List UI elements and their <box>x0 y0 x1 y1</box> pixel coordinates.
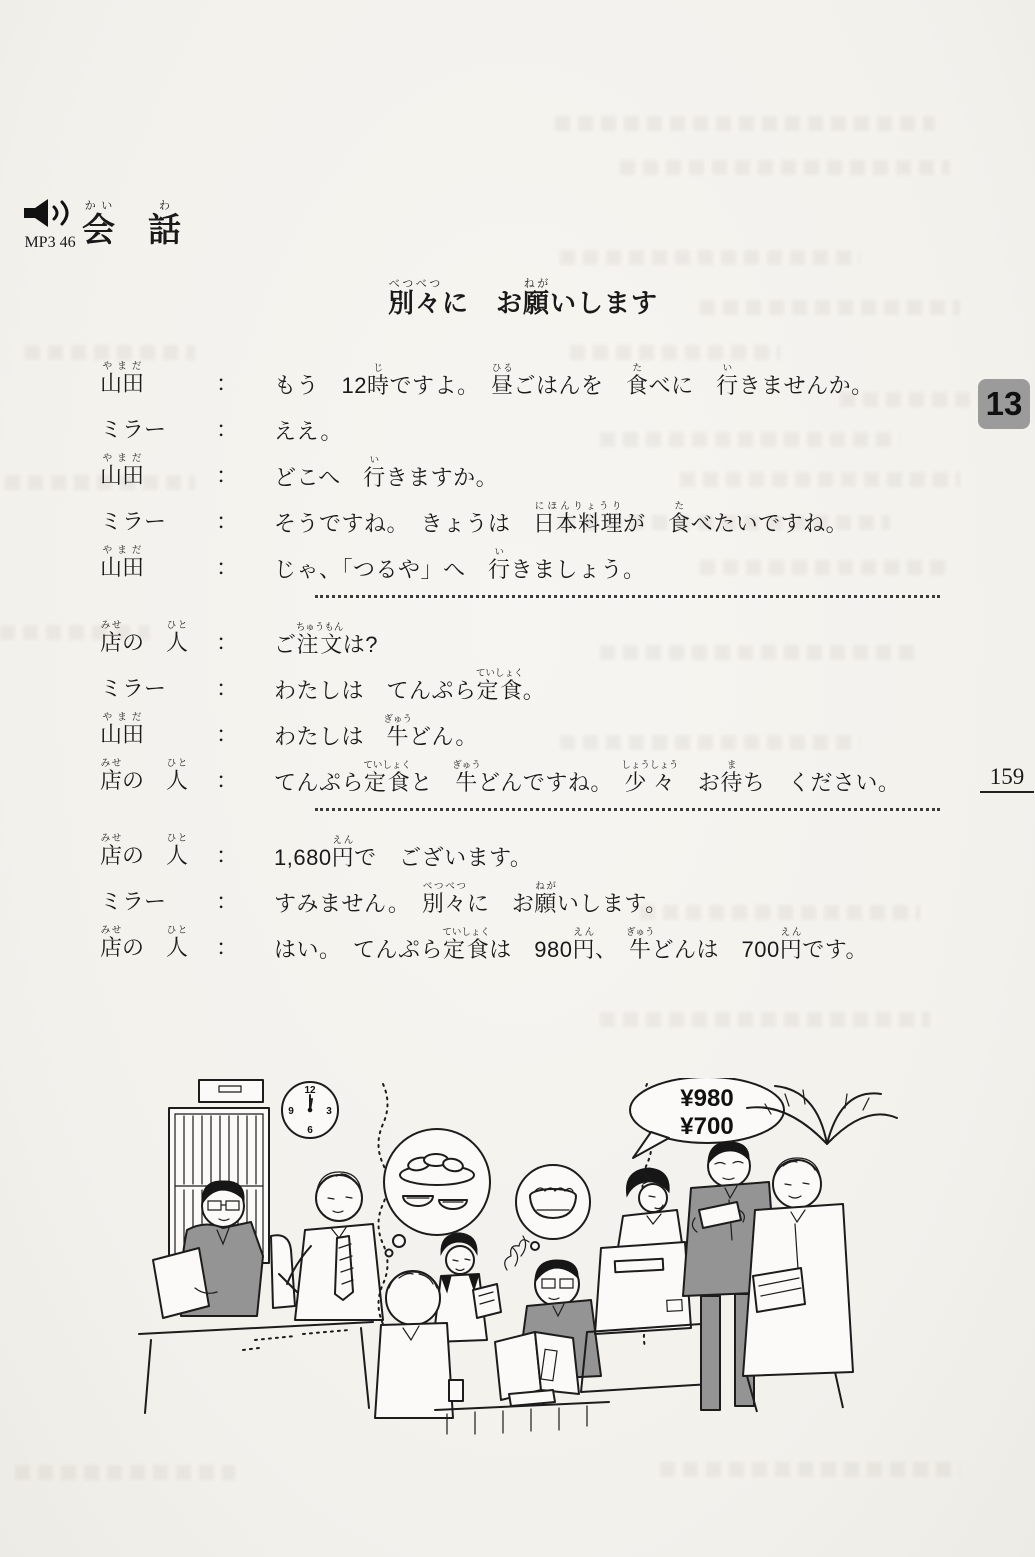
speaker-colon: ： <box>216 889 239 914</box>
speaker-name: 店みせの 人ひと <box>100 833 189 868</box>
bleedthrough-ghost <box>700 300 960 315</box>
wall-clock-icon <box>282 1082 338 1138</box>
dialogue-text: じゃ、「つるや」へ 行いきましょう。 <box>274 546 646 582</box>
tempura-thought-bubble <box>384 1129 490 1257</box>
speaker-colon: ： <box>216 843 239 868</box>
speaker-name: ミラー <box>100 509 167 534</box>
dialogue-line <box>100 354 980 398</box>
dialogue-text: わたしは 牛ぎゅうどん。 <box>274 713 478 749</box>
bleedthrough-ghost <box>555 116 935 131</box>
yamada-figure-restaurant <box>495 1260 601 1400</box>
dialogue-text: 1,680円えんで ございます。 <box>274 834 533 870</box>
illustration <box>135 1078 920 1446</box>
cashier-scene <box>581 1078 897 1412</box>
svg-text:9: 9 <box>288 1106 294 1117</box>
dialogue-line <box>100 613 980 657</box>
dialogue-text: もう 12時じですよ。 昼ひるごはんを 食たべに 行いきませんか。 <box>274 362 874 398</box>
gyudon-thought-bubble <box>516 1165 590 1250</box>
svg-text:12: 12 <box>304 1085 316 1096</box>
dialogue-title: 別々べつべつに お願ねがいします <box>388 278 659 318</box>
speaker-name: 店みせの 人ひと <box>100 758 189 793</box>
price-line-1: ¥980 <box>680 1085 734 1112</box>
dialogue <box>100 354 980 964</box>
speaker-name: 山田やまだ <box>100 453 145 488</box>
speaker-colon: ： <box>216 371 239 396</box>
speaker-colon: ： <box>216 630 239 655</box>
dialogue-line <box>100 400 980 444</box>
dialogue-line <box>100 446 980 490</box>
dialogue-text: ご注文ちゅうもんは? <box>274 621 379 657</box>
price-line-2: ¥700 <box>680 1113 734 1140</box>
speaker-colon: ： <box>216 935 239 960</box>
speaker-name: 山田やまだ <box>100 361 145 396</box>
speaker-name: 店みせの 人ひと <box>100 620 189 655</box>
dialogue-text: ええ。 <box>274 418 343 444</box>
dialogue-line <box>100 492 980 536</box>
dialogue-text: わたしは てんぷら定食ていしょく。 <box>274 667 546 703</box>
dialogue-text: すみません。 別々べつべつに お願ねがいします。 <box>274 880 668 916</box>
section-divider <box>315 808 940 811</box>
price-speech-bubble <box>630 1078 784 1158</box>
table-box <box>509 1390 555 1406</box>
bleedthrough-ghost <box>560 250 860 265</box>
chapter-tab: 13 <box>978 379 1030 429</box>
dialogue-text: てんぷら定食ていしょくと 牛ぎゅうどんですね。 少々しょうしょう お待まち ください。 <box>274 759 901 795</box>
svg-text:6: 6 <box>307 1125 313 1136</box>
speaker-name: 店みせの 人ひと <box>100 925 189 960</box>
speaker-colon: ： <box>216 417 239 442</box>
dialogue-line <box>100 705 980 749</box>
plant-sprig <box>505 1236 529 1270</box>
speaker-name: ミラー <box>100 889 167 914</box>
speaker-icon <box>22 198 78 228</box>
office-scene <box>139 1080 388 1413</box>
bleedthrough-ghost <box>600 1012 930 1027</box>
dialogue-line <box>100 751 980 795</box>
svg-text:3: 3 <box>326 1106 332 1117</box>
speaker-colon: ： <box>216 463 239 488</box>
speaker-colon: ： <box>216 509 239 534</box>
dialogue-line <box>100 918 980 962</box>
speaker-name: 山田やまだ <box>100 712 145 747</box>
speaker-name: ミラー <box>100 417 167 442</box>
cup <box>449 1380 463 1401</box>
section-title: 会かい 話わ <box>82 200 181 248</box>
page-number: 159 <box>980 764 1034 793</box>
dialogue-text: どこへ 行いきますか。 <box>274 454 499 490</box>
bleedthrough-ghost <box>620 160 950 175</box>
speaker-colon: ： <box>216 768 239 793</box>
audio-track-label: MP3 46 <box>24 234 76 251</box>
speaker-colon: ： <box>216 676 239 701</box>
speaker-name: 山田やまだ <box>100 545 145 580</box>
dialogue-text: はい。 てんぷら定食ていしょくは 980円えん、 牛ぎゅうどんは 700円えんです。 <box>274 926 869 962</box>
dialogue-line <box>100 826 980 870</box>
dialogue-line <box>100 872 980 916</box>
dialogue-line <box>100 659 980 703</box>
dialogue-text: そうですね。 きょうは 日本料理にほんりょうりが 食たべたいですね。 <box>274 500 849 536</box>
bleedthrough-ghost <box>660 1462 960 1477</box>
section-divider <box>315 595 940 598</box>
audio-marker <box>12 198 88 252</box>
speaker-name: ミラー <box>100 676 167 701</box>
bleedthrough-ghost <box>15 1465 235 1480</box>
cashier-figure <box>617 1168 683 1254</box>
dialogue-line <box>100 538 980 582</box>
speaker-colon: ： <box>216 722 239 747</box>
speaker-colon: ： <box>216 555 239 580</box>
